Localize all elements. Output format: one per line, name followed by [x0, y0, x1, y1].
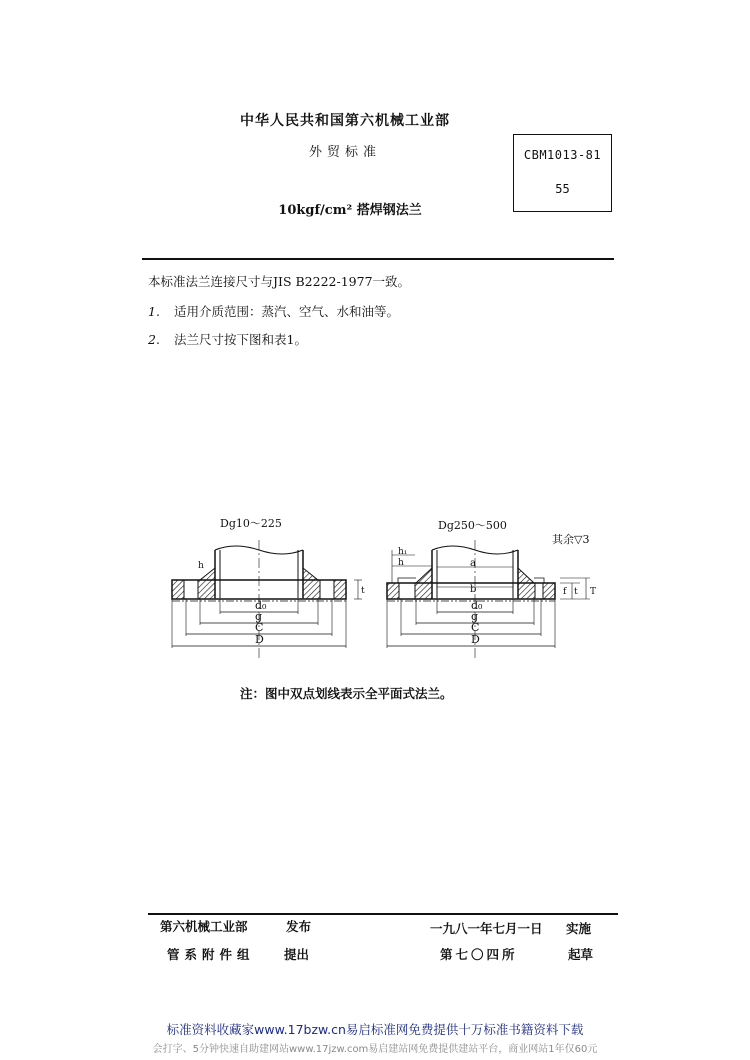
issue-label: 发布 [286, 919, 312, 934]
clause-2-text: 法兰尺寸按下图和表1。 [174, 332, 307, 347]
document-title: 10kgf/cm² 搭焊钢法兰 [278, 203, 422, 218]
right-dim-h: h [398, 558, 404, 568]
standard-code: CBM1013-81 [523, 148, 602, 162]
clause-2-number: 2. [148, 332, 160, 347]
intro-text: 本标准法兰连接尺寸与JIS B2222-1977一致。 [148, 274, 411, 289]
right-dim-f: f [563, 587, 567, 597]
standard-number-box [513, 134, 612, 212]
issuer: 第六机械工业部 [160, 919, 248, 934]
left-flange-figure [172, 540, 362, 660]
page-number: 55 [555, 182, 570, 196]
roughness-note: 其余▽3 [552, 533, 590, 546]
proposer: 管系附件组 [167, 947, 255, 962]
left-dim-D: D [255, 633, 264, 646]
clause-2 [148, 330, 307, 348]
right-dim-D: D [471, 633, 480, 646]
watermark-line-1[interactable]: 标准资料收藏家www.17bzw.cn易启标准网免费提供十万标准书籍资料下载 [166, 1022, 584, 1037]
standard-category: 外贸标准 [308, 145, 381, 160]
left-dim-d0: d₀ [255, 599, 267, 612]
footer-divider [148, 913, 618, 915]
right-dim-a: a [470, 558, 476, 569]
right-dim-d0: d₀ [471, 599, 483, 612]
left-dim-h: h [198, 561, 204, 571]
effective-label: 实施 [566, 921, 592, 936]
clause-1 [148, 302, 399, 320]
right-dim-c: C [471, 621, 480, 634]
right-dim-T: T [590, 587, 597, 597]
right-dim-g: g [471, 610, 479, 623]
left-dim-g: g [255, 610, 263, 623]
watermark-line-2[interactable]: 会打字、5分钟快速自助建网站www.17jzw.com易启建站网免费提供建站平台，商业网站1年仅60元 [152, 1044, 598, 1055]
clause-1-number: 1. [148, 304, 160, 319]
clause-1-text: 适用介质范围：蒸汽、空气、水和油等。 [174, 304, 400, 319]
drafter: 第七〇四所 [440, 947, 518, 962]
left-dim-t: t [361, 586, 365, 596]
draft-label: 起草 [568, 947, 594, 962]
figure-note: 注：图中双点划线表示全平面式法兰。 [240, 686, 453, 701]
effective-date: 一九八一年七月一日 [430, 921, 543, 936]
right-dim-h1: h₁ [398, 547, 408, 557]
ministry-title: 中华人民共和国第六机械工业部 [240, 113, 450, 129]
right-caption: Dg250～500 [438, 519, 507, 532]
header-divider [142, 258, 614, 260]
flange-drawing [140, 510, 610, 670]
right-dim-b: b [470, 584, 477, 595]
right-flange-figure [387, 540, 590, 660]
left-dim-c: C [255, 621, 264, 634]
right-dim-t: t [574, 587, 578, 597]
propose-label: 提出 [284, 947, 310, 962]
left-caption: Dg10～225 [220, 517, 282, 530]
